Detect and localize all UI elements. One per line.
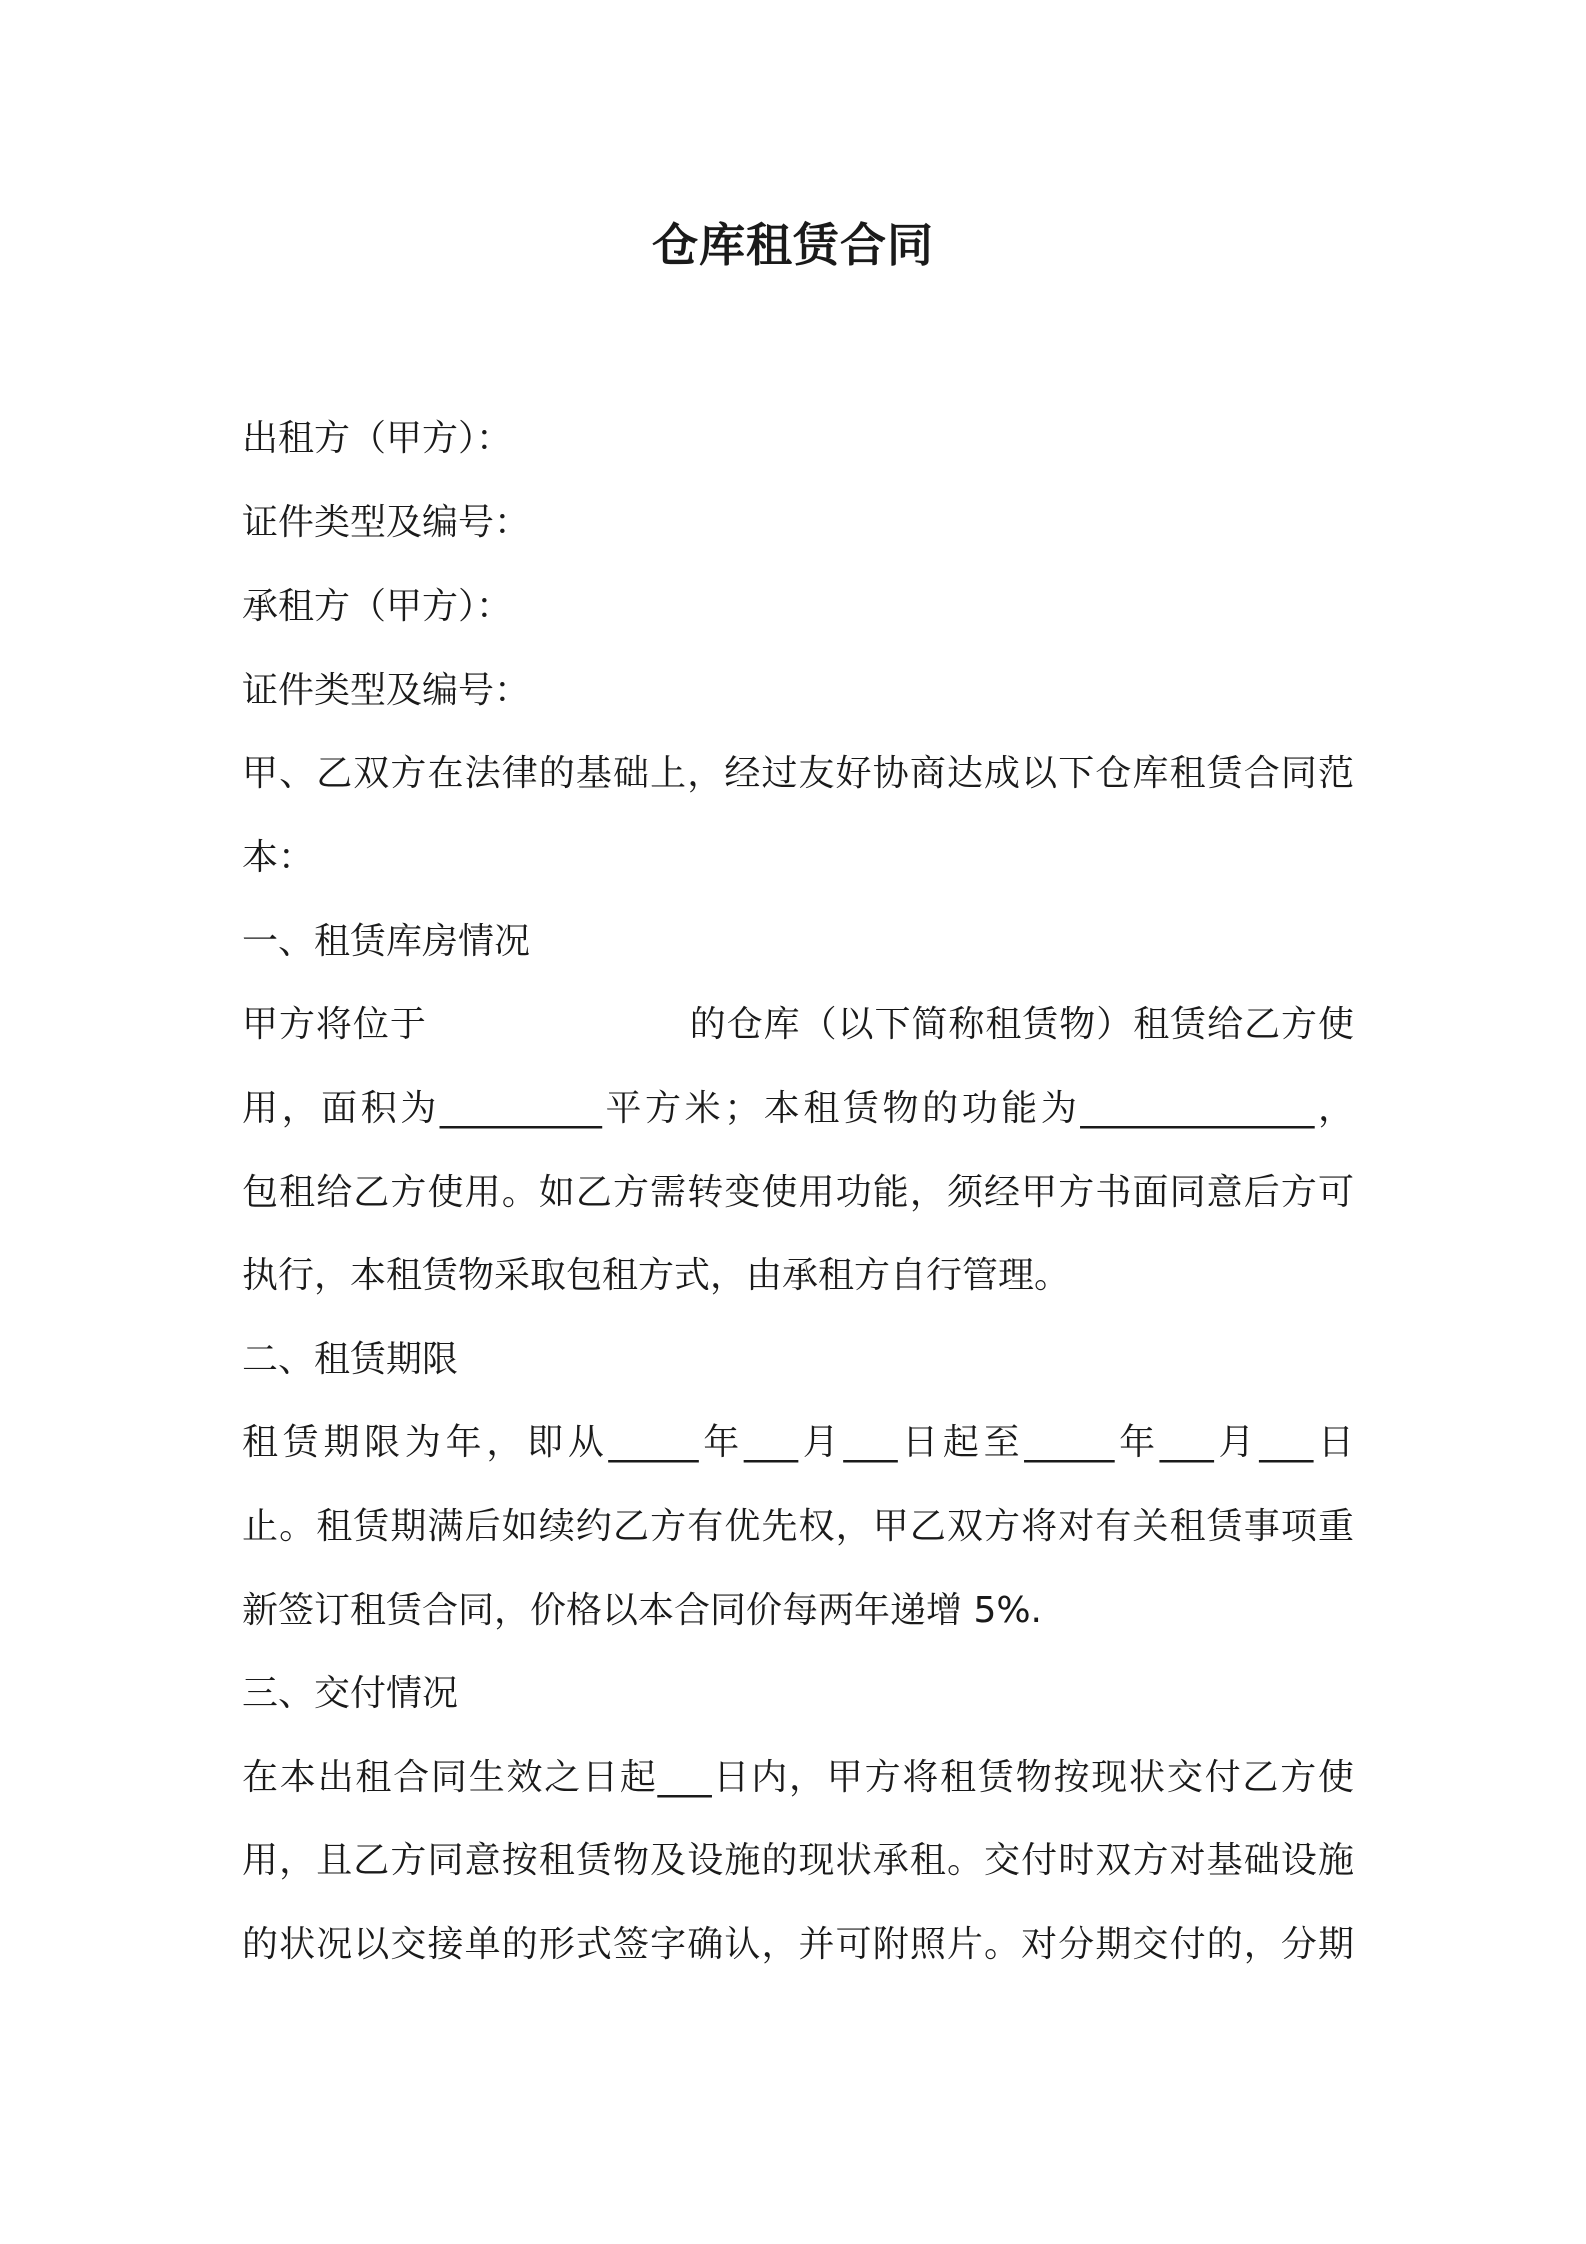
preamble-line-2: 本： — [242, 837, 315, 878]
section-2-line-1: 租赁期限为年，即从_____年___月___日起至_____年___月___日 — [242, 1422, 1354, 1463]
section-3-line-2: 用，且乙方同意按租赁物及设施的现状承租。交付时双方对基础设施 — [242, 1840, 1354, 1881]
lessor-id-line: 证件类型及编号： — [242, 502, 531, 543]
section-heading-2: 二、租赁期限 — [242, 1339, 459, 1380]
section-3-line-1: 在本出租合同生效之日起___日内，甲方将租赁物按现状交付乙方使 — [242, 1757, 1354, 1798]
section-1-line-1-start: 甲方将位于 — [242, 1004, 427, 1045]
lessor-line: 出租方（甲方）： — [242, 418, 513, 459]
lessee-line: 承租方（甲方）： — [242, 586, 513, 627]
section-1-line-1 — [242, 997, 1354, 1053]
document-title: 仓库租赁合同 — [652, 218, 934, 272]
section-1-line-3: 包租给乙方使用。如乙方需转变使用功能，须经甲方书面同意后方可 — [242, 1172, 1354, 1213]
lessee-id-line: 证件类型及编号： — [242, 670, 531, 711]
section-2-line-2: 止。租赁期满后如续约乙方有优先权，甲乙双方将对有关租赁事项重 — [242, 1506, 1354, 1547]
section-2-line-3: 新签订租赁合同，价格以本合同价每两年递增 5%. — [242, 1590, 1042, 1631]
section-heading-3: 三、交付情况 — [242, 1673, 459, 1714]
section-1-line-1-end: 的仓库（以下简称租赁物）租赁给乙方使 — [688, 1004, 1354, 1045]
preamble-line-1: 甲、乙双方在法律的基础上，经过友好协商达成以下仓库租赁合同范 — [242, 753, 1354, 794]
section-1-line-4: 执行，本租赁物采取包租方式，由承租方自行管理。 — [242, 1255, 1071, 1296]
section-heading-1: 一、租赁库房情况 — [242, 921, 531, 962]
section-3-line-3: 的状况以交接单的形式签字确认，并可附照片。对分期交付的，分期 — [242, 1924, 1354, 1965]
section-1-line-2: 用，面积为_________平方米；本租赁物的功能为_____________， — [242, 1088, 1354, 1129]
